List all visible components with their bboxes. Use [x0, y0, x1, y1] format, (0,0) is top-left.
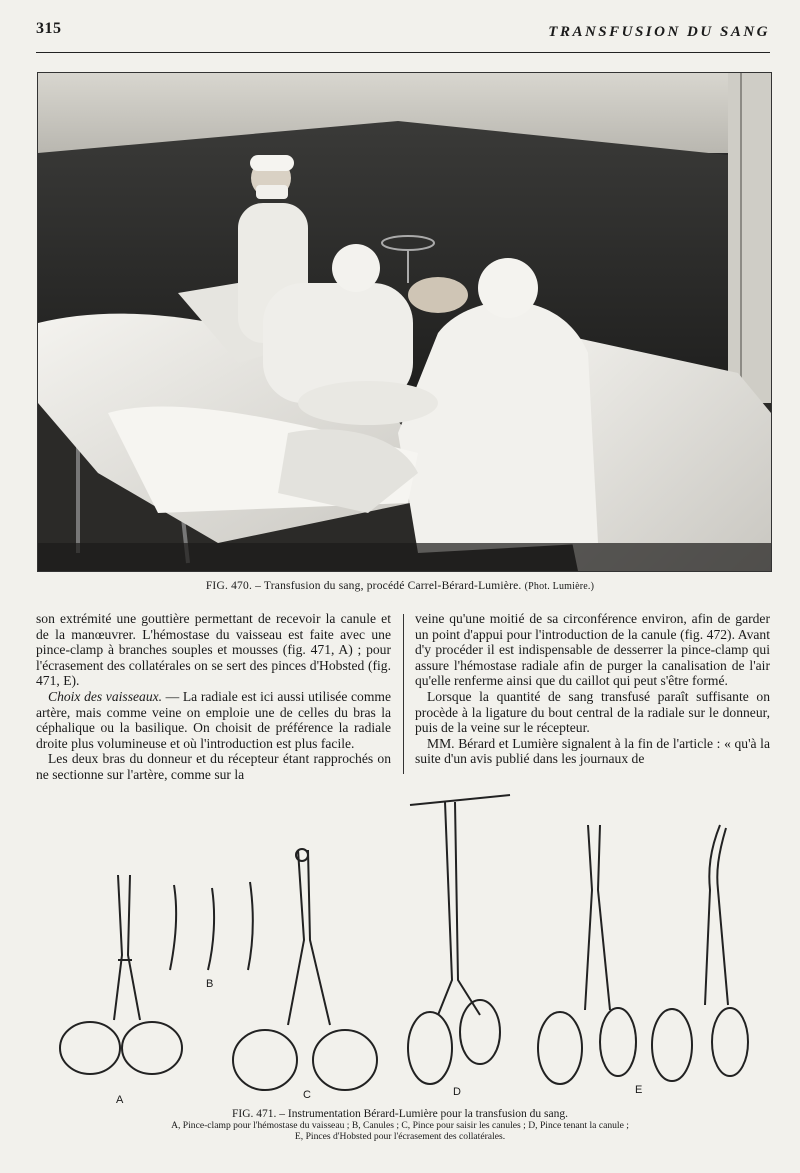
- section-lead: Choix des vaisseaux.: [48, 688, 163, 704]
- instrument-a-clamp: [60, 875, 182, 1074]
- left-paragraph-2-text: — La radiale est ici aussi utilisée comme artère, mais comme veine on emploie une de celles du bras la céphalique ou la basilique. On choisit de préférence la radiale droite plus volumineuse et où l'introduction est plus facile.: [36, 688, 391, 751]
- figure-470-caption-text: – Transfusion du sang, procédé Carrel-Bérard-Lumière.: [255, 580, 522, 592]
- figure-470-label: FIG. 470.: [205, 580, 253, 592]
- right-paragraph-3: MM. Bérard et Lumière signalent à la fin de l'article : « qu'à la suite d'un avis publié dans les journaux de: [415, 735, 770, 767]
- left-column: [36, 611, 391, 783]
- page-number: 315: [36, 20, 62, 37]
- figure-471-illustration: [40, 780, 770, 1105]
- label-c: C: [303, 1089, 311, 1101]
- label-e: E: [635, 1084, 643, 1096]
- figure-470-photo: [37, 72, 772, 572]
- right-column: [415, 611, 770, 767]
- figure-471-legend-1: A, Pince-clamp pour l'hémostase du vaisseau ; B, Canules ; C, Pince pour saisir les canules ; D, Pince tenant la canule ;: [171, 1120, 629, 1131]
- header-rule: [36, 52, 770, 53]
- left-paragraph-1: son extrémité une gouttière permettant de recevoir la canule et de la manœuvrer. L'hémostase du vaisseau est faite avec une pince-clamp à branches souples et mousses (fig. 471, A) ; pour l'écrasement des collatérales on se sert des pinces d'Hobsted (fig. 471, E).: [36, 611, 391, 689]
- label-a: A: [116, 1094, 124, 1106]
- right-paragraph-2: Lorsque la quantité de sang transfusé paraît suffisante on procède à la ligature du bout central de la radiale sur le donneur, puis de la veine sur le récepteur.: [415, 688, 770, 736]
- running-title: TRANSFUSION DU SANG: [548, 24, 770, 40]
- figure-471-title: [0, 1108, 800, 1120]
- right-paragraph-1: veine qu'une moitié de sa circonférence environ, afin de garder un point d'appui pour l'introduction de la canule (fig. 472). Avant d'y procéder il est indispensable de desserrer la pince-clamp qui assure l'hémostase radiale afin de purger la canalisation de l'air qu'elle renferme ainsi que du caillot qui peut s'être formé.: [415, 611, 770, 689]
- left-paragraph-3: Les deux bras du donneur et du récepteur étant rapprochés on ne sectionne sur l'artère, comme sur la: [36, 751, 391, 782]
- figure-471-caption: [0, 1108, 800, 1142]
- column-divider: [403, 614, 404, 774]
- figure-471-caption-text: – Instrumentation Bérard-Lumière pour la transfusion du sang.: [279, 1108, 568, 1120]
- figure-471-label: FIG. 471.: [232, 1108, 277, 1120]
- figure-470-caption: [0, 580, 800, 592]
- figure-471-legend-2: E, Pinces d'Hobsted pour l'écrasement des collatérales.: [294, 1131, 506, 1142]
- instrument-e-hobsted-1: [538, 825, 636, 1084]
- instrument-c-forceps: [233, 849, 377, 1090]
- instrument-e-hobsted-2: [652, 825, 748, 1081]
- instrument-b-canules: [170, 882, 253, 970]
- label-d: D: [453, 1086, 461, 1098]
- figure-470-credit: (Phot. Lumière.): [524, 581, 595, 592]
- label-b: B: [206, 978, 214, 990]
- left-paragraph-2: [36, 689, 391, 751]
- instrument-d-forceps: [408, 795, 510, 1084]
